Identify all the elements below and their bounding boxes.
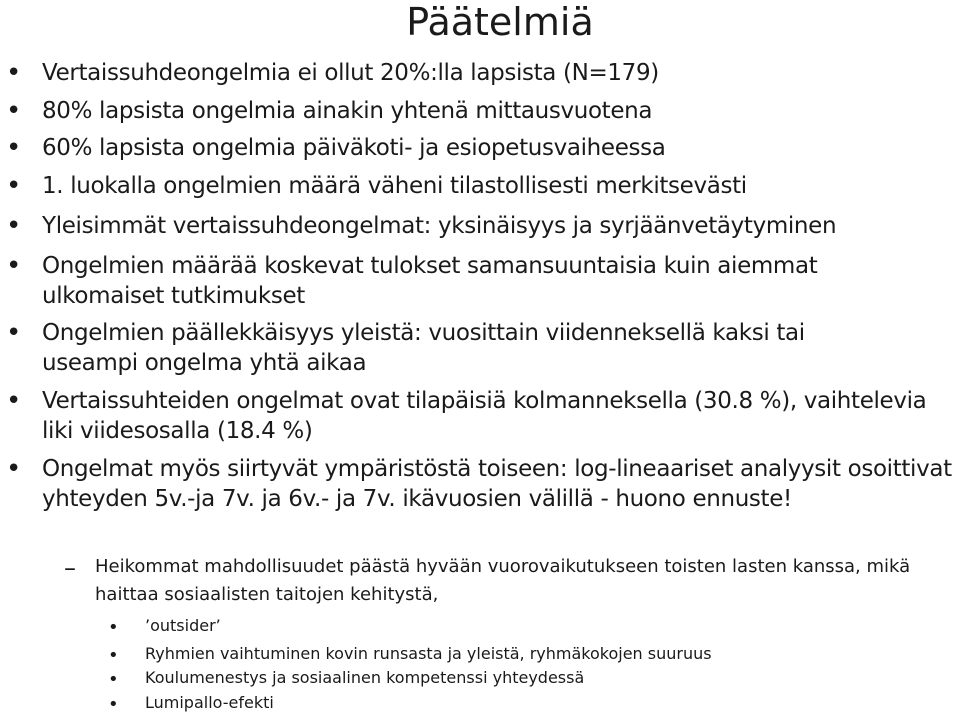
sub-sub-bullet-text: Koulumenestys ja sosiaalinen kompetenssi yhteydessä	[145, 668, 585, 687]
bullet-text: Ongelmat myös siirtyvät ympäristöstä toiseen: log-lineaariset analyysit osoittivat yhteyden 5v.-ja 7v. ja 6v.- ja 7v. ikävuosien välillä - huono ennuste!	[42, 456, 959, 512]
bullet-text: Vertaissuhdeongelmia ei ollut 20%:lla lapsista (N=179)	[42, 60, 659, 86]
bullet-marker: •	[6, 171, 22, 201]
bullet-text: 60% lapsista ongelmia päiväkoti- ja esiopetusvaiheessa	[42, 135, 666, 161]
sub-sub-bullet-marker: •	[108, 694, 119, 715]
bullet-marker: •	[6, 58, 22, 88]
sub-sub-bullet-marker: •	[108, 617, 119, 638]
bullet-text: Ongelmien päällekkäisyys yleistä: vuosittain viidenneksellä kaksi tai useampi ongelma yhtä aikaa	[42, 320, 812, 376]
bullet-marker: •	[6, 318, 22, 348]
sub-sub-bullet-text: Ryhmien vaihtuminen kovin runsasta ja yleistä, ryhmäkokojen suuruus	[145, 644, 712, 663]
slide-title: Päätelmiä	[406, 0, 594, 44]
sub-sub-bullet-marker: •	[108, 669, 119, 690]
bullet-text: 1. luokalla ongelmien määrä väheni tilastollisesti merkitsevästi	[42, 173, 747, 199]
sub-bullet-marker: –	[64, 554, 76, 582]
bullet-marker: •	[6, 211, 22, 241]
sub-sub-bullet-text: Lumipallo-efekti	[145, 693, 274, 712]
bullet-marker: •	[6, 386, 22, 416]
bullet-text: Yleisimmät vertaissuhdeongelmat: yksinäisyys ja syrjäänvetäytyminen	[42, 213, 837, 239]
bullet-text: Vertaissuhteiden ongelmat ovat tilapäisiä kolmanneksella (30.8 %), vaihtelevia liki viidesosalla (18.4 %)	[42, 388, 934, 444]
bullet-text: 80% lapsista ongelmia ainakin yhtenä mittausvuotena	[42, 98, 653, 124]
sub-bullet-text: Heikommat mahdollisuudet päästä hyvään vuorovaikutukseen toisten lasten kanssa, mikä haittaa sosiaalisten taitojen kehitystä,	[95, 556, 916, 605]
bullet-marker: •	[6, 251, 22, 281]
bullet-marker: •	[6, 133, 22, 163]
bullet-text: Ongelmien määrää koskevat tulokset samansuuntaisia kuin aiemmat ulkomaiset tutkimukset	[42, 253, 825, 309]
bullet-marker: •	[6, 96, 22, 126]
sub-sub-bullet-text: ’outsider’	[145, 616, 221, 635]
sub-sub-bullet-marker: •	[108, 645, 119, 666]
bullet-marker: •	[6, 454, 22, 484]
